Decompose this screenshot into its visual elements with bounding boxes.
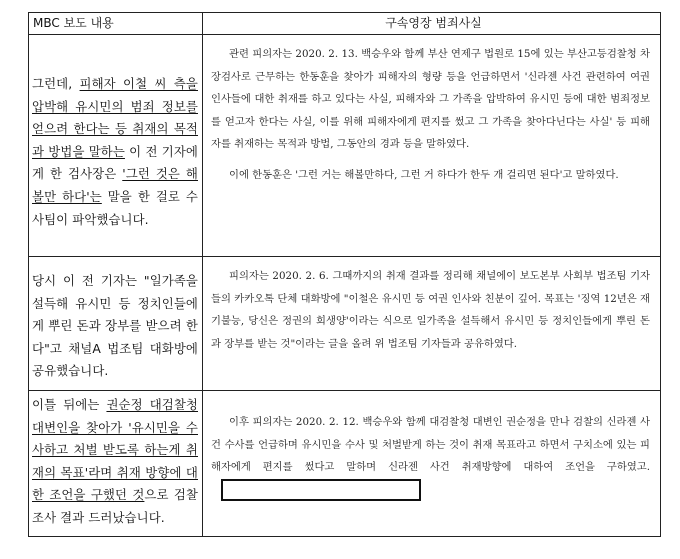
warrant-paragraph: 피의자는 2020. 2. 6. 그때까지의 취재 결과를 정리해 채널에이 보도본부 사회부 법조팀 기자들의 카카오톡 단체 대화방에 "이철은 유시민 등 여권 인사와 친분이 깊어. 목표는 '징역 12년은 재기불능, 당신은 정권의 희생양'이라는 식으로 일가족을 설득해서 유시민 등 정치인들에게 뿌린 돈과 장부를 받는 것"이라는 글을 올려 위 법조팀 기자들과 공유하였다. (211, 270, 650, 350)
table-row (29, 35, 661, 257)
warrant-cell (203, 257, 661, 391)
text-span: 으로 검찰 조사 결과 드러났습니다. (32, 487, 198, 525)
warrant-paragraph: 관련 피의자는 2020. 2. 13. 백승우와 함께 부산 연제구 법원로 15에 있는 부산고등검찰청 차장검사로 근무하는 한동훈을 찾아가 피해자의 형량 등을 언급하면서 '신라젠 사건 관련하여 여권 인사들에 대한 취재를 하고 있다는 사실, 피해자와 그 가족을 압박하여 유시민 등에 대한 범죄정보를 얻고자 한다는 사실, 이를 위해 피해자에게 편지를 썼고 그 가족을 찾아다닌다는 사실' 등 피해자를 취재하는 목적과 방법, 그동안의 경과 등을 말하였다. (211, 48, 650, 151)
warrant-text (203, 257, 660, 355)
text-span: 말을 한 걸로 수사팀이 파악했습니다. (32, 188, 198, 227)
text-span: 이틀 뒤에는 (32, 397, 107, 412)
redaction-box (221, 479, 421, 501)
warrant-text (203, 391, 660, 501)
underlined-span: 권순정 대검찰청 대변인을 찾아가 '유시민을 수사하고 처벌 받도록 하는게 취재의 목표'라며 취재 방향에 대한 조언을 구했던 것 (32, 397, 198, 503)
mbc-cell (29, 257, 203, 391)
warrant-text (203, 35, 660, 187)
mbc-text (29, 35, 202, 231)
table-row (29, 257, 661, 391)
mbc-text (29, 391, 202, 530)
text-span: 당시 이 전 기자는 "일가족을 설득해 유시민 등 정치인들에게 뿌린 돈과 장부를 받으려 한다"고 채널A 법조팀 대화방에 공유했습니다. (32, 273, 198, 379)
warrant-paragraph-text: 이후 피의자는 2020. 2. 12. 백승우와 함께 대검찰청 대변인 권순정을 만나 검찰의 신라젠 사건 수사를 언급하며 유시민을 수사 및 처벌받게 하는 것이 취재 목표라고 하면서 구치소에 있는 피해자에게 편지를 썼다고 말하며 신라젠 사건 취재방향에 대하여 조언을 구하였고. (211, 416, 650, 474)
header-mbc: MBC 보도 내용 (29, 13, 203, 35)
mbc-text (29, 257, 202, 383)
warrant-paragraph: 이에 한동훈은 '그런 거는 해볼만하다, 그런 거 하다가 한두 개 걸리면 된다'고 말하였다. (229, 168, 619, 181)
comparison-table (28, 12, 661, 537)
mbc-cell (29, 35, 203, 257)
text-span: 이 전 기자에게 한 검사장은 (32, 143, 198, 182)
text-span: 그런데, (32, 76, 80, 91)
header-row (29, 13, 661, 35)
warrant-paragraph (211, 411, 650, 501)
header-warrant: 구속영장 범죄사실 (203, 13, 661, 35)
underlined-span: '그런 것은 해 볼만 하다'는 (32, 166, 198, 204)
warrant-cell (203, 391, 661, 537)
underlined-span: 피해자 이철 씨 측을 압박해 유시민의 범죄 정보를 얻으려 한다는 등 취재의 목적과 방법을 말하는 (32, 76, 198, 159)
table-row (29, 391, 661, 537)
mbc-cell (29, 391, 203, 537)
warrant-cell (203, 35, 661, 257)
